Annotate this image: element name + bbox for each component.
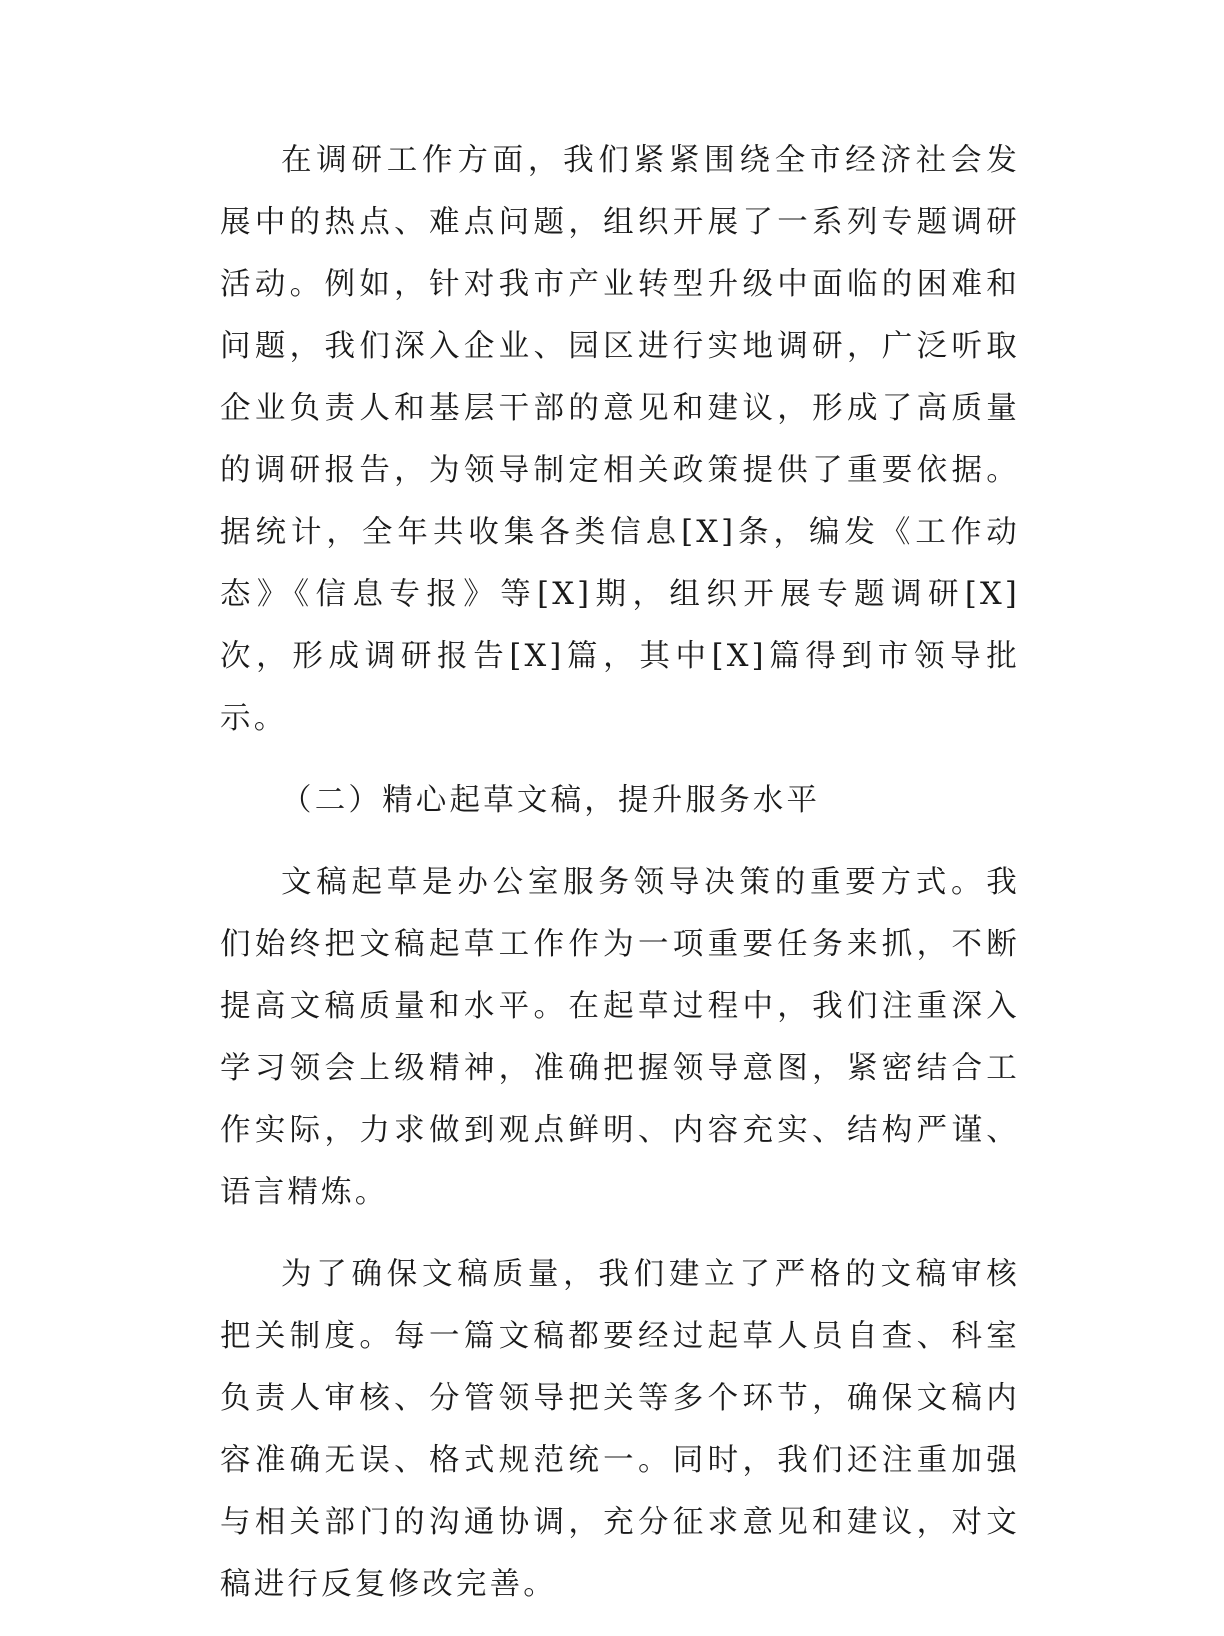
paragraph-review-system: 为了确保文稿质量，我们建立了严格的文稿审核把关制度。每一篇文稿都要经过起草人员自查、科室负责人审核、分管领导把关等多个环节，确保文稿内容准确无误、格式规范统一。同时，我们还注重加强与相关部门的沟通协调，充分征求意见和建议，对文稿进行反复修改完善。 <box>220 1257 1020 1602</box>
document-page <box>220 130 1020 1636</box>
paragraph-research-work: 在调研工作方面，我们紧紧围绕全市经济社会发展中的热点、难点问题，组织开展了一系列专题调研活动。例如，针对我市产业转型升级中面临的困难和问题，我们深入企业、园区进行实地调研，广泛听取企业负责人和基层干部的意见和建议，形成了高质量的调研报告，为领导制定相关政策提供了重要依据。据统计，全年共收集各类信息[X]条，编发《工作动态》《信息专报》等[X]期，组织开展专题调研[X]次，形成调研报告[X]篇，其中[X]篇得到市领导批示。 <box>220 143 1020 736</box>
paragraph-drafting-importance: 文稿起草是办公室服务领导决策的重要方式。我们始终把文稿起草工作作为一项重要任务来抓，不断提高文稿质量和水平。在起草过程中，我们注重深入学习领会上级精神，准确把握领导意图，紧密结合工作实际，力求做到观点鲜明、内容充实、结构严谨、语言精炼。 <box>220 865 1020 1210</box>
section-heading: （二）精心起草文稿，提升服务水平 <box>281 783 821 818</box>
